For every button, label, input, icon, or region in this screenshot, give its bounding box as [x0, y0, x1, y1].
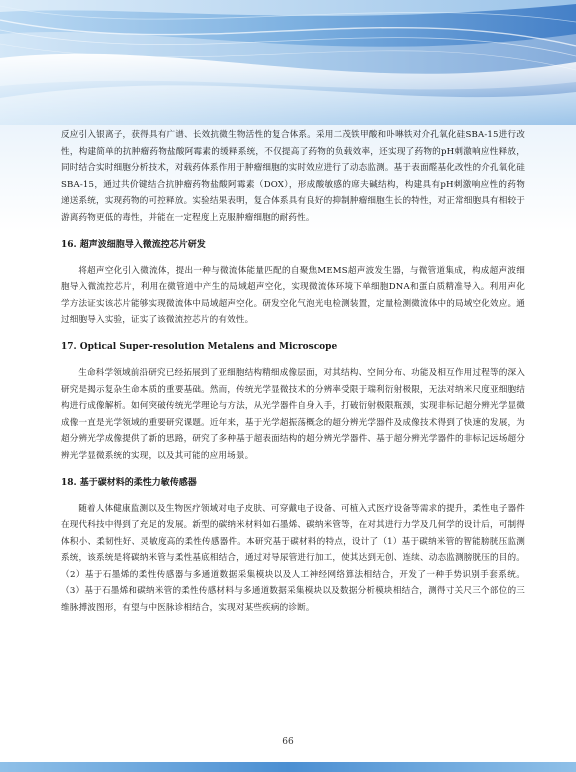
main-content: [61, 127, 525, 617]
paragraph-continued: 反应引入银离子，获得具有广谱、长效抗微生物活性的复合体系。采用二茂铁甲酸和卟啉铁对介孔氧化硅SBA-15进行改性，构建简单的抗肿瘤药物盐酸阿霉素的缓释系统，不仅提高了药物的负载效率，还实现了药物的pH刺激响应性释放，同时结合实时细胞分析技术，对载药体系作用于肿瘤细胞的实时效应进行了动态监测。基于表面醛基化改性的介孔氧化硅SBA-15，通过共价键结合抗肿瘤药物盐酸阿霉素（DOX），形成酸敏感的席夫碱结构，构建具有pH刺激响应性的药物递送系统，实现药物的可控释放。实验结果表明，复合体系具有良好的抑制肿瘤细胞生长的特性，对正常细胞具有相较于游离药物更低的毒性，并能在一定程度上克服肿瘤细胞的耐药性。: [61, 130, 525, 223]
spacer: [61, 356, 525, 365]
spacer: [61, 254, 525, 263]
page-number: 66: [282, 737, 294, 747]
section-heading-16: 16. 超声波细胞导入微流控芯片研发: [61, 239, 206, 250]
spacer: [61, 465, 525, 474]
decorative-wave-graphic: [0, 0, 576, 125]
spacer: [61, 329, 525, 338]
paragraph-section-16: 将超声空化引入微流体，提出一种与微流体能量匹配的自聚焦MEMS超声波发生器，与微管道集成，构成超声波细胞导入微流控芯片，利用在微管道中产生的局域超声空化，实现微流体环境下单细胞DNA和蛋白质精准导入。利用声化学方法证实该芯片能够实现微流体中局域超声空化。研发空化气泡光电检测装置，定量检测微流体中的局域空化效应。通过细胞导入实验，证实了该微流控芯片的有效性。: [61, 265, 525, 326]
spacer: [61, 492, 525, 501]
paragraph-section-17: 生命科学领域前沿研究已经拓展到了亚细胞结构精细成像层面，对其结构、空间分布、功能及相互作用过程等的深入研究是揭示复杂生命本质的重要基础。然而，传统光学显微技术的分辨率受限于瑞利衍射极限，无法对纳米尺度亚细胞结构进行成像解析。如何突破传统光学理论与方法，从光学器件自身入手，打破衍射极限瓶颈，实现非标记超分辨光学显微成像一直是光学领域的重要研究课题。近年来，基于光学超振荡概念的超分辨光学器件及成像技术得到了快速的发展，为超分辨光学成像提供了新的思路，研究了多种基于超表面结构的超分辨光学器件、基于超分辨光学器件的非标记远场超分辨光学显微系统的实现，以及其可能的应用场景。: [61, 367, 525, 461]
footer-color-bar: [0, 762, 576, 772]
header-banner: [0, 0, 576, 125]
section-heading-17: 17. Optical Super-resolution Metalens and Microscope: [61, 341, 338, 352]
section-heading-18: 18. 基于碳材料的柔性力敏传感器: [61, 477, 197, 488]
paragraph-section-18: 随着人体健康监测以及生物医疗领域对电子皮肤、可穿戴电子设备、可植入式医疗设备等需求的提升，柔性电子器件在现代科技中得到了充足的发展。新型的碳纳米材料如石墨烯、碳纳米管等，在对其进行力学及几何学的设计后，可制得体积小、柔韧性好、灵敏度高的柔性传感器件。本研究基于碳材料的特点，设计了（1）基于碳纳米管的智能膀胱压监测系统，该系统是将碳纳米管与柔性基底相结合，通过对导尿管进行加工，使其达到无创、连续、动态监测膀胱压的目的。（2）基于石墨烯的柔性传感器与多通道数据采集模块以及人工神经网络算法相结合，开发了一种手势识别手套系统。（3）基于石墨烯和碳纳米管的柔性传感材料与多通道数据采集模块以及数据分析模块相结合，测得寸关尺三个部位的三维脉搏波图形，有望与中医脉诊相结合，实现对某些疾病的诊断。: [61, 503, 525, 614]
spacer: [61, 227, 525, 236]
